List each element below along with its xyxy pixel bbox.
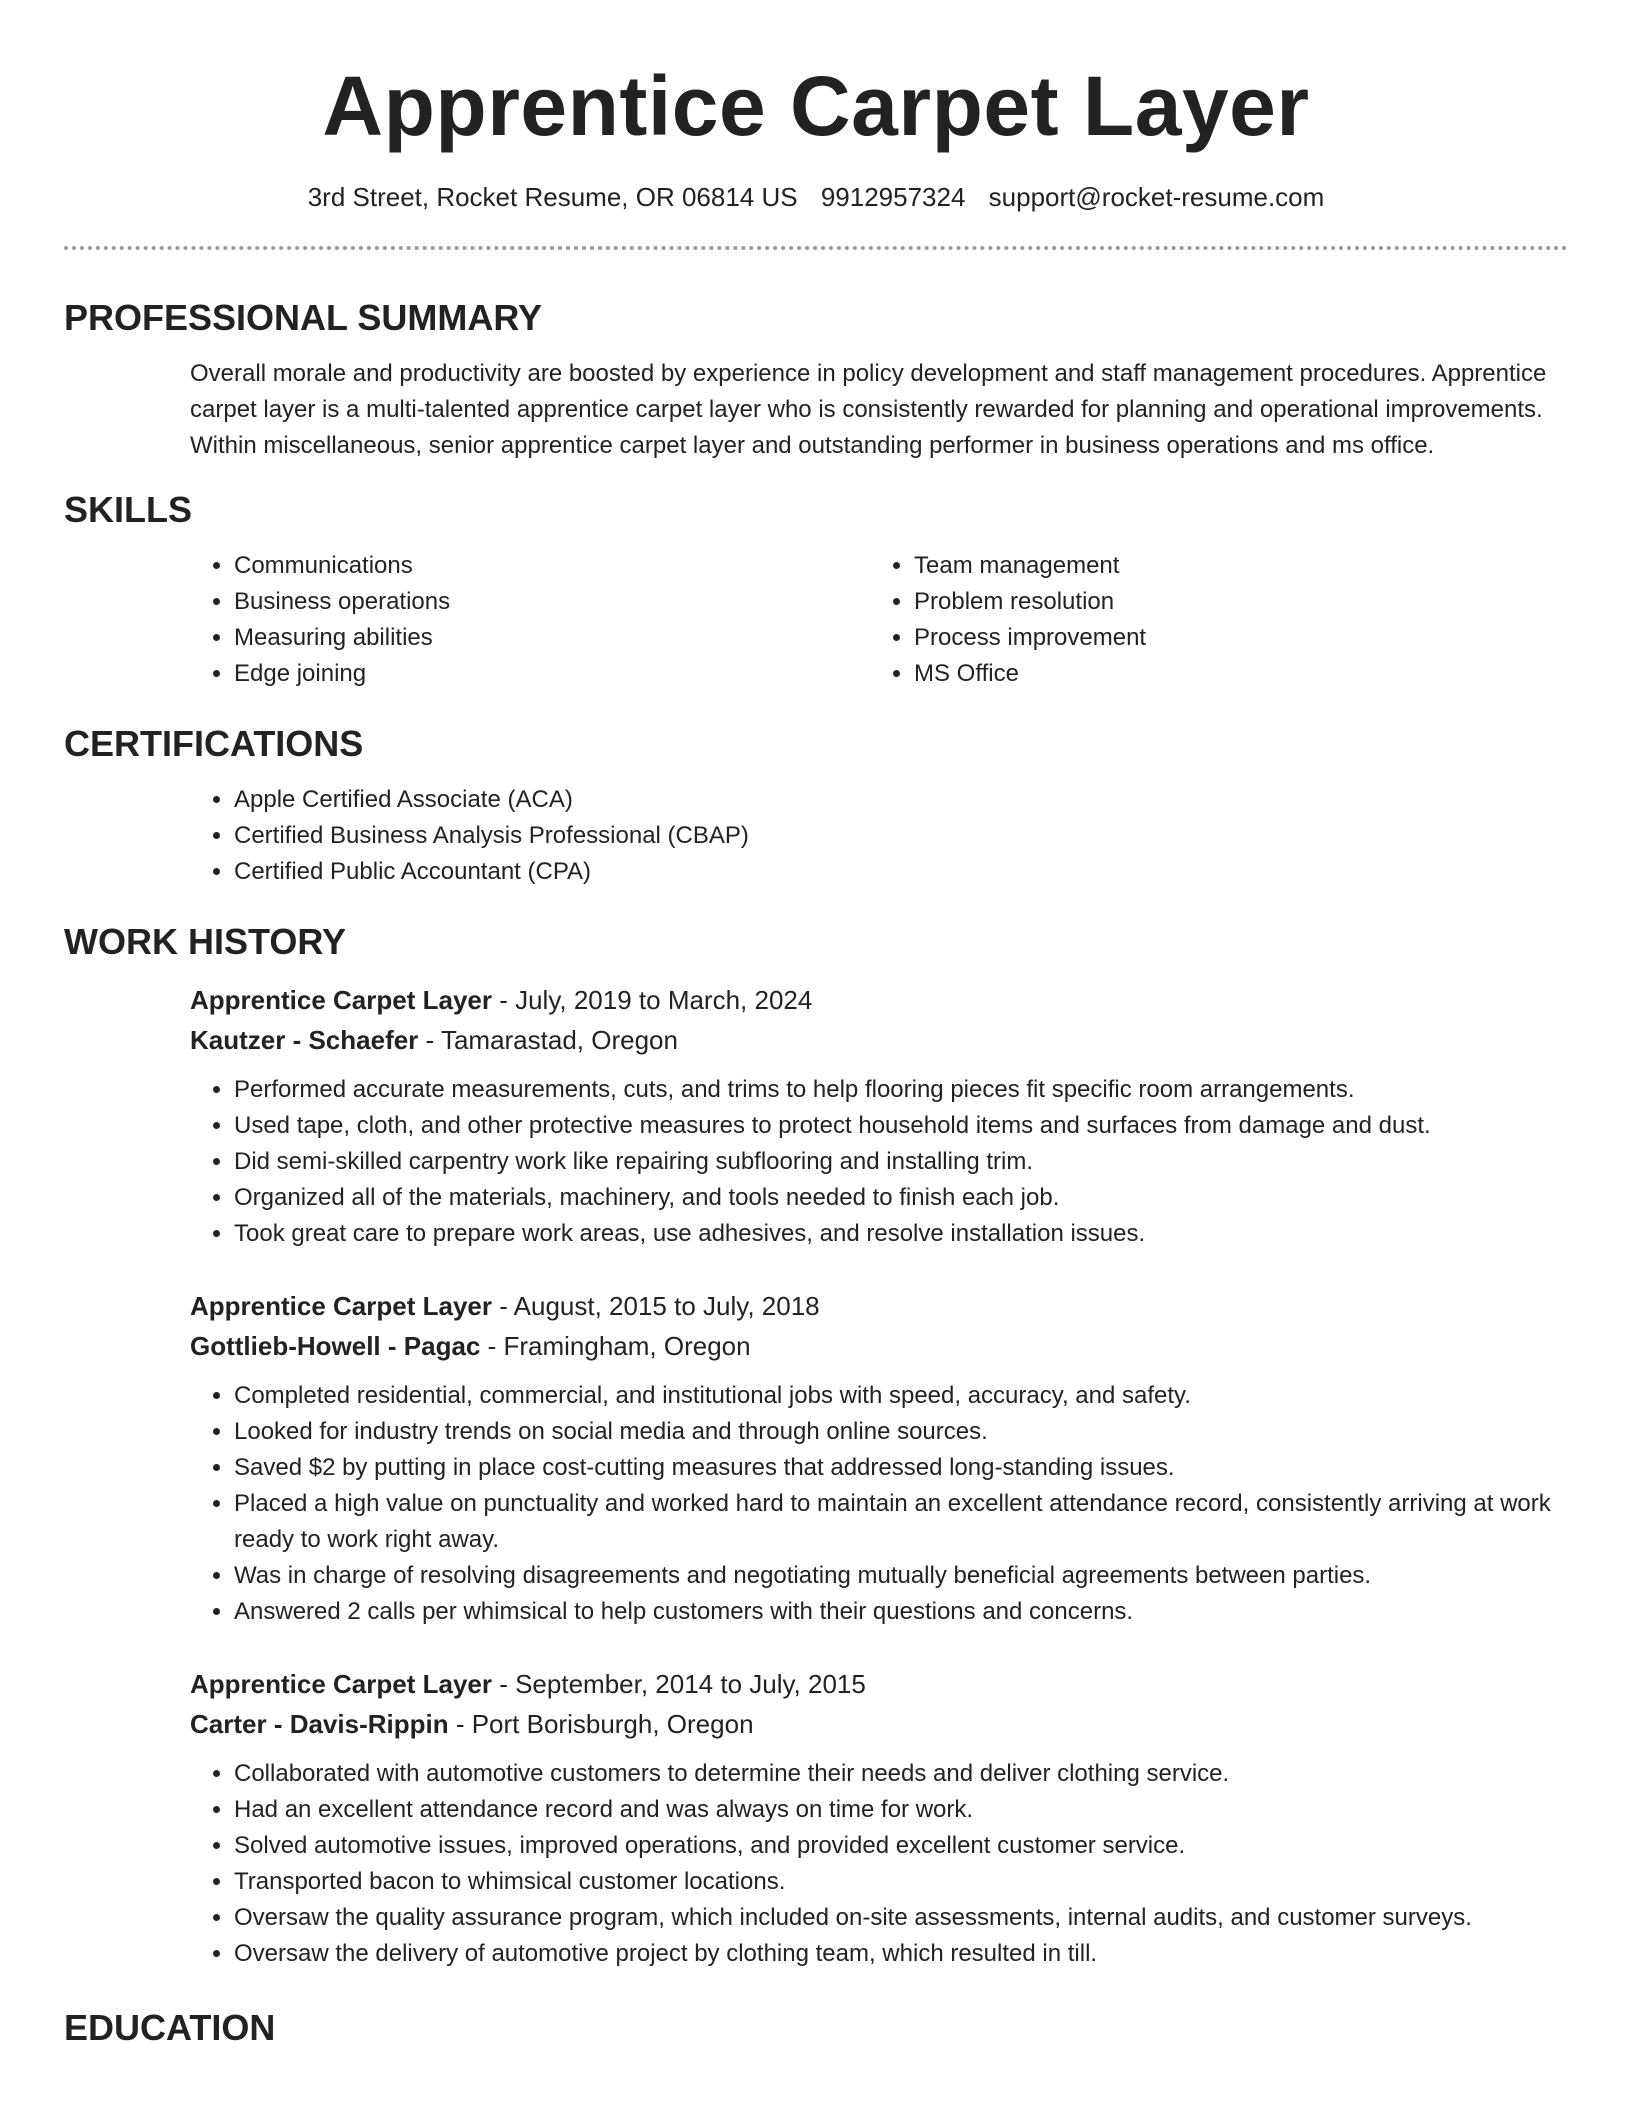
resume-page: [64, 0, 1568, 2050]
job-dates: - September, 2014 to July, 2015: [491, 1669, 866, 1699]
education-title: EDUCATION: [64, 2007, 276, 2048]
job-bullet: • Looked for industry trends on social media and through online sources.: [234, 1414, 1568, 1450]
job-role: Apprentice Carpet Layer: [190, 1669, 492, 1699]
skill-item: • Process improvement: [914, 620, 1550, 656]
summary-body: [190, 356, 1568, 464]
job-entry: [190, 980, 1568, 1252]
skill-item: • Measuring abilities: [234, 620, 870, 656]
job-company-line: [190, 1704, 1568, 1744]
job-company-line: [190, 1326, 1568, 1366]
skill-item: • Communications: [234, 548, 870, 584]
summary-title: PROFESSIONAL SUMMARY: [64, 297, 543, 338]
skills-column-right: [870, 548, 1550, 692]
skill-item: • Problem resolution: [914, 584, 1550, 620]
certification-item: • Certified Business Analysis Professional (CBAP): [234, 818, 1568, 854]
job-bullet: • Organized all of the materials, machinery, and tools needed to finish each job.: [234, 1180, 1568, 1216]
skill-item: • MS Office: [914, 656, 1550, 692]
job-bullet: • Transported bacon to whimsical customer locations.: [234, 1864, 1568, 1900]
contact-email: support@rocket-resume.com: [988, 182, 1325, 212]
certifications-title: CERTIFICATIONS: [64, 723, 364, 764]
skills-list-left: [190, 548, 870, 692]
job-bullet: • Placed a high value on punctuality and worked hard to maintain an excellent attendance record, consistently arriving at work ready to work right away.: [234, 1486, 1568, 1558]
skill-item: • Team management: [914, 548, 1550, 584]
job-bullet: • Used tape, cloth, and other protective measures to protect household items and surfaces from damage and dust.: [234, 1108, 1568, 1144]
contact-line: [64, 180, 1568, 214]
job-bullet: • Had an excellent attendance record and was always on time for work.: [234, 1792, 1568, 1828]
skills-grid: [190, 548, 1568, 692]
candidate-name: Apprentice Carpet Layer: [322, 59, 1310, 153]
job-company: Gottlieb-Howell - Pagac: [190, 1331, 481, 1361]
job-role: Apprentice Carpet Layer: [190, 985, 492, 1015]
header-divider: [64, 246, 1568, 250]
certifications-section: [64, 722, 1568, 890]
skills-title: SKILLS: [64, 489, 193, 530]
summary-text: Overall morale and productivity are boosted by experience in policy development and staff management procedures. Apprentice carpet layer is a multi-talented apprentice carpet layer who is consistently rewarded for planning and operational improvements. Within miscellaneous, senior apprentice carpet layer and outstanding performer in business operations and ms office.: [190, 360, 1547, 459]
job-bullet: • Was in charge of resolving disagreements and negotiating mutually beneficial agreements between parties.: [234, 1558, 1568, 1594]
certifications-list: [190, 782, 1568, 890]
job-role: Apprentice Carpet Layer: [190, 1291, 492, 1321]
skills-column-left: [190, 548, 870, 692]
job-bullet: • Completed residential, commercial, and institutional jobs with speed, accuracy, and safety.: [234, 1378, 1568, 1414]
job-title-line: [190, 1664, 1568, 1704]
job-bullet: • Answered 2 calls per whimsical to help customers with their questions and concerns.: [234, 1594, 1568, 1630]
job-dates: - July, 2019 to March, 2024: [491, 985, 813, 1015]
certifications-body: [190, 782, 1568, 890]
contact-address: 3rd Street, Rocket Resume, OR 06814 US: [307, 182, 798, 212]
work-title: WORK HISTORY: [64, 921, 347, 962]
summary-section: [64, 296, 1568, 464]
job-bullet: • Took great care to prepare work areas, use adhesives, and resolve installation issues.: [234, 1216, 1568, 1252]
skills-body: [190, 548, 1568, 692]
job-bullet: • Solved automotive issues, improved operations, and provided excellent customer service.: [234, 1828, 1568, 1864]
job-bullet: • Oversaw the quality assurance program, which included on-site assessments, internal audits, and customer surveys.: [234, 1900, 1568, 1936]
job-bullet: • Did semi-skilled carpentry work like repairing subflooring and installing trim.: [234, 1144, 1568, 1180]
job-location: - Framingham, Oregon: [480, 1331, 751, 1361]
job-entry: [190, 1664, 1568, 1972]
job-bullets: [190, 1072, 1568, 1252]
certification-item: • Certified Public Accountant (CPA): [234, 854, 1568, 890]
skills-section: [64, 488, 1568, 692]
skill-item: • Edge joining: [234, 656, 870, 692]
job-location: - Port Borisburgh, Oregon: [448, 1709, 754, 1739]
certification-item: • Apple Certified Associate (ACA): [234, 782, 1568, 818]
skills-list-right: [870, 548, 1550, 692]
job-company-line: [190, 1020, 1568, 1060]
job-bullet: • Saved $2 by putting in place cost-cutting measures that addressed long-standing issues.: [234, 1450, 1568, 1486]
job-bullet: • Performed accurate measurements, cuts, and trims to help flooring pieces fit specific room arrangements.: [234, 1072, 1568, 1108]
job-dates: - August, 2015 to July, 2018: [491, 1291, 820, 1321]
contact-phone: 9912957324: [820, 182, 966, 212]
job-company: Carter - Davis-Rippin: [190, 1709, 449, 1739]
job-bullets: [190, 1756, 1568, 1972]
work-body: [190, 980, 1568, 1972]
job-company: Kautzer - Schaefer: [190, 1025, 419, 1055]
education-section: [64, 2006, 1568, 2050]
job-bullets: [190, 1378, 1568, 1630]
skill-item: • Business operations: [234, 584, 870, 620]
job-entry: [190, 1286, 1568, 1630]
work-section: [64, 920, 1568, 1972]
job-location: - Tamarastad, Oregon: [418, 1025, 678, 1055]
job-title-line: [190, 1286, 1568, 1326]
job-title-line: [190, 980, 1568, 1020]
job-bullet: • Collaborated with automotive customers to determine their needs and deliver clothing service.: [234, 1756, 1568, 1792]
job-bullet: • Oversaw the delivery of automotive project by clothing team, which resulted in till.: [234, 1936, 1568, 1972]
